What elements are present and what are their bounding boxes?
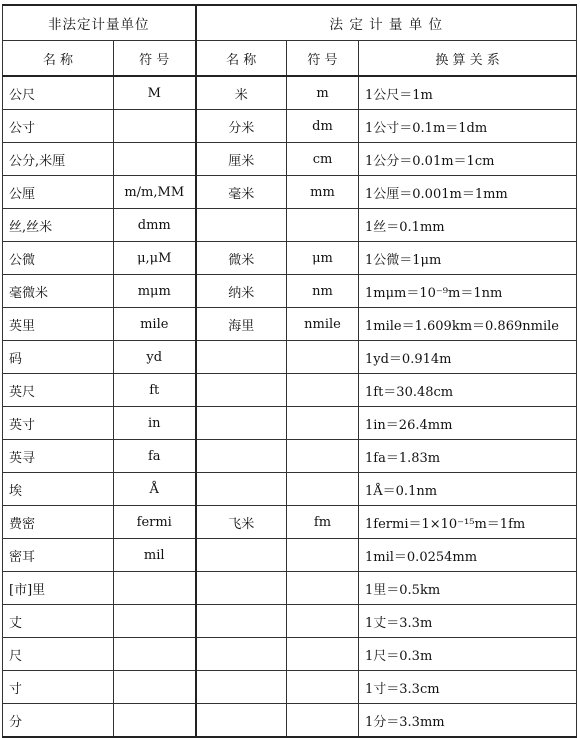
cell-legal-name: 飞米 — [196, 506, 287, 539]
cell-name: 公尺 — [3, 76, 114, 110]
cell-conversion: 1尺＝0.3m — [359, 638, 577, 671]
cell-conversion: 1fermi＝1×10⁻¹⁵m＝1fm — [359, 506, 577, 539]
cell-legal-name — [196, 473, 287, 506]
cell-conversion: 1mμm＝10⁻⁹m＝1nm — [359, 275, 577, 308]
header-legal-name: 名 称 — [196, 41, 287, 77]
table-row — [3, 341, 577, 374]
header-row-columns — [3, 41, 577, 77]
cell-conversion: 1公微＝1μm — [359, 242, 577, 275]
cell-legal-symbol — [287, 407, 359, 440]
cell-symbol: M — [114, 76, 196, 110]
cell-name: 寸 — [3, 671, 114, 704]
cell-legal-name — [196, 407, 287, 440]
cell-symbol: ft — [114, 374, 196, 407]
cell-symbol: mile — [114, 308, 196, 341]
table-body — [3, 76, 577, 737]
cell-conversion: 1公分＝0.01m＝1cm — [359, 143, 577, 176]
cell-legal-name — [196, 572, 287, 605]
cell-conversion: 1里＝0.5km — [359, 572, 577, 605]
header-conversion: 换 算 关 系 — [359, 41, 577, 77]
cell-conversion: 1mile＝1.609km＝0.869nmile — [359, 308, 577, 341]
cell-legal-name — [196, 605, 287, 638]
cell-symbol: dmm — [114, 209, 196, 242]
cell-name: 码 — [3, 341, 114, 374]
cell-name: 丝,丝米 — [3, 209, 114, 242]
cell-legal-name — [196, 209, 287, 242]
cell-legal-symbol — [287, 605, 359, 638]
cell-name: 分 — [3, 704, 114, 738]
table-row — [3, 242, 577, 275]
cell-conversion: 1mil＝0.0254mm — [359, 539, 577, 572]
cell-legal-symbol — [287, 341, 359, 374]
cell-symbol: fermi — [114, 506, 196, 539]
cell-legal-symbol: nm — [287, 275, 359, 308]
cell-name: 英尺 — [3, 374, 114, 407]
cell-legal-symbol: dm — [287, 110, 359, 143]
header-symbol: 符 号 — [114, 41, 196, 77]
table-row — [3, 572, 577, 605]
cell-legal-symbol — [287, 638, 359, 671]
cell-symbol: in — [114, 407, 196, 440]
cell-legal-name: 毫米 — [196, 176, 287, 209]
cell-name: 毫微米 — [3, 275, 114, 308]
unit-conversion-table — [2, 4, 577, 738]
cell-symbol: fa — [114, 440, 196, 473]
cell-symbol — [114, 704, 196, 738]
cell-symbol — [114, 605, 196, 638]
cell-legal-name — [196, 539, 287, 572]
cell-symbol: yd — [114, 341, 196, 374]
table-row — [3, 671, 577, 704]
cell-conversion: 1丈＝3.3m — [359, 605, 577, 638]
cell-legal-name — [196, 671, 287, 704]
table-row — [3, 308, 577, 341]
cell-name: 密耳 — [3, 539, 114, 572]
cell-name: 丈 — [3, 605, 114, 638]
cell-symbol: mil — [114, 539, 196, 572]
table-row — [3, 704, 577, 738]
cell-symbol: Å — [114, 473, 196, 506]
cell-symbol — [114, 143, 196, 176]
header-row-groups — [3, 5, 577, 41]
cell-legal-symbol: m — [287, 76, 359, 110]
cell-legal-name: 米 — [196, 76, 287, 110]
cell-conversion: 1公寸＝0.1m＝1dm — [359, 110, 577, 143]
cell-conversion: 1公尺＝1m — [359, 76, 577, 110]
table-row — [3, 275, 577, 308]
cell-legal-name: 微米 — [196, 242, 287, 275]
cell-conversion: 1ft＝30.48cm — [359, 374, 577, 407]
cell-name: 公分,米厘 — [3, 143, 114, 176]
cell-name: 埃 — [3, 473, 114, 506]
cell-symbol — [114, 110, 196, 143]
cell-name: 公厘 — [3, 176, 114, 209]
table-row — [3, 605, 577, 638]
cell-conversion: 1公厘＝0.001m＝1mm — [359, 176, 577, 209]
cell-legal-name: 分米 — [196, 110, 287, 143]
cell-symbol — [114, 671, 196, 704]
cell-legal-name: 纳米 — [196, 275, 287, 308]
table-row — [3, 473, 577, 506]
cell-symbol — [114, 638, 196, 671]
cell-name: 公微 — [3, 242, 114, 275]
cell-symbol: m/m,MM — [114, 176, 196, 209]
cell-legal-name: 厘米 — [196, 143, 287, 176]
table-row — [3, 176, 577, 209]
cell-legal-symbol: nmile — [287, 308, 359, 341]
header-legal-units: 法 定 计 量 单 位 — [196, 5, 577, 41]
cell-symbol — [114, 572, 196, 605]
cell-legal-symbol — [287, 671, 359, 704]
cell-symbol: μ,μM — [114, 242, 196, 275]
cell-conversion: 1fa＝1.83m — [359, 440, 577, 473]
cell-name: [市]里 — [3, 572, 114, 605]
header-name: 名 称 — [3, 41, 114, 77]
cell-conversion: 1in＝26.4mm — [359, 407, 577, 440]
cell-conversion: 1Å＝0.1nm — [359, 473, 577, 506]
cell-conversion: 1丝＝0.1mm — [359, 209, 577, 242]
table-row — [3, 209, 577, 242]
cell-legal-name — [196, 341, 287, 374]
table-row — [3, 143, 577, 176]
cell-conversion: 1寸＝3.3cm — [359, 671, 577, 704]
cell-legal-name — [196, 440, 287, 473]
table-row — [3, 539, 577, 572]
table-row — [3, 440, 577, 473]
cell-name: 费密 — [3, 506, 114, 539]
cell-legal-symbol: fm — [287, 506, 359, 539]
cell-legal-symbol: cm — [287, 143, 359, 176]
cell-legal-symbol: μm — [287, 242, 359, 275]
cell-legal-symbol — [287, 374, 359, 407]
cell-name: 英寸 — [3, 407, 114, 440]
cell-name: 尺 — [3, 638, 114, 671]
cell-legal-name: 海里 — [196, 308, 287, 341]
header-legal-symbol: 符 号 — [287, 41, 359, 77]
table-row — [3, 76, 577, 110]
table-row — [3, 638, 577, 671]
table-row — [3, 506, 577, 539]
cell-legal-name — [196, 374, 287, 407]
cell-symbol: mμm — [114, 275, 196, 308]
table-row — [3, 374, 577, 407]
cell-legal-symbol — [287, 539, 359, 572]
cell-legal-name — [196, 704, 287, 738]
cell-legal-symbol — [287, 209, 359, 242]
cell-legal-symbol — [287, 704, 359, 738]
cell-legal-symbol — [287, 440, 359, 473]
table-row — [3, 407, 577, 440]
cell-name: 公寸 — [3, 110, 114, 143]
cell-conversion: 1分＝3.3mm — [359, 704, 577, 738]
cell-legal-symbol: mm — [287, 176, 359, 209]
cell-legal-symbol — [287, 572, 359, 605]
header-illegal-units: 非法定计量单位 — [3, 5, 196, 41]
cell-name: 英寻 — [3, 440, 114, 473]
cell-conversion: 1yd＝0.914m — [359, 341, 577, 374]
table-row — [3, 110, 577, 143]
cell-legal-symbol — [287, 473, 359, 506]
cell-legal-name — [196, 638, 287, 671]
cell-name: 英里 — [3, 308, 114, 341]
